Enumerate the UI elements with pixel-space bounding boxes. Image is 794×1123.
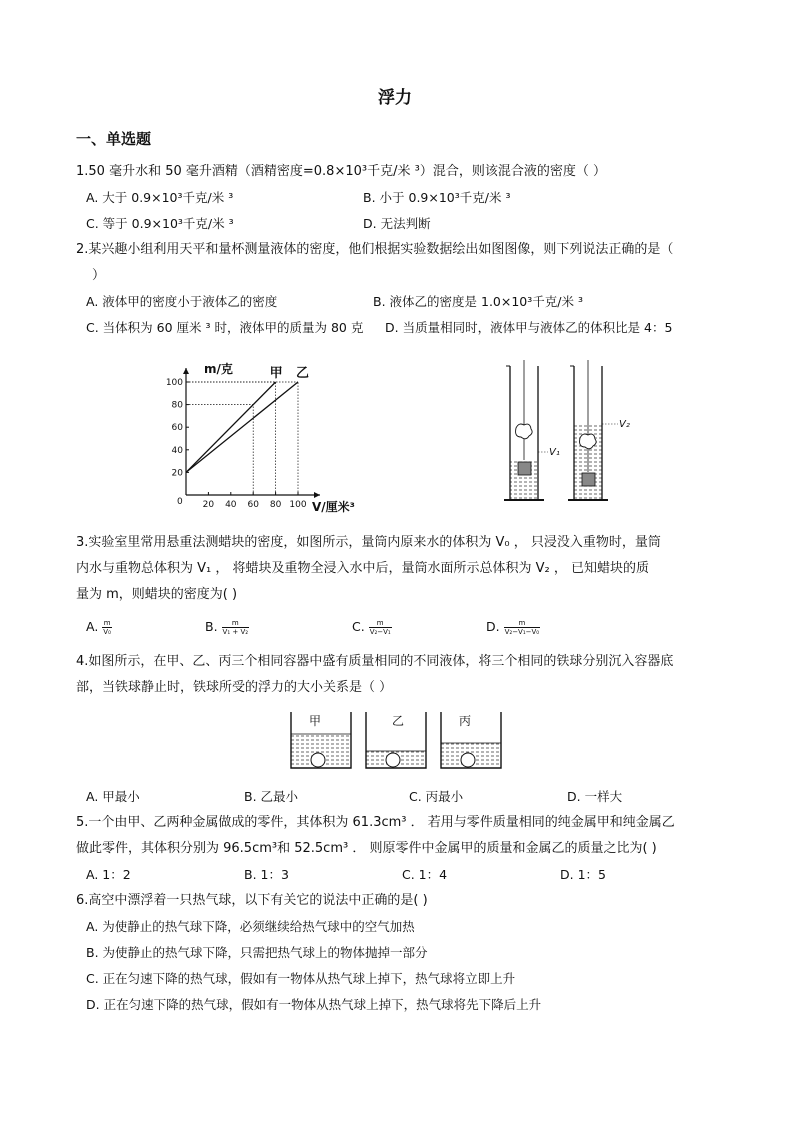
q6-option-d[interactable]: D. 正在匀速下降的热气球，假如有一物体从热气球上掉下，热气球将先下降后上升 — [86, 997, 542, 1012]
chart-ylabel: m/克 — [204, 362, 233, 376]
q1-option-c[interactable]: C. 等于 0.9×10³千克/米 ³ — [86, 216, 234, 231]
q2-option-b[interactable]: B. 液体乙的密度是 1.0×10³千克/米 ³ — [373, 294, 583, 309]
q3-option-d-den: V₂−V₁−V₀ — [504, 628, 540, 636]
q5-option-c[interactable]: C. 1：4 — [402, 867, 448, 882]
q3-option-d-prefix: D. — [486, 619, 500, 634]
q6-option-a[interactable]: A. 为使静止的热气球下降，必须继续给热气球中的空气加热 — [86, 919, 415, 934]
q5-stem-line1: 5.一个由甲、乙两种金属做成的零件，其体积为 61.3cm³ ． 若用与零件质量相同的纯金属甲和纯金属乙 — [76, 815, 675, 830]
chart-y-axis-arrow — [183, 368, 189, 374]
chart-x-tick-label: 100 — [289, 500, 307, 510]
q1-option-a[interactable]: A. 大于 0.9×10³千克/米 ³ — [86, 190, 234, 205]
container-label-bing: 丙 — [459, 714, 472, 728]
q4-option-d[interactable]: D. 一样大 — [567, 789, 623, 804]
q3-option-c-fraction — [369, 619, 392, 636]
q3-option-b[interactable] — [205, 617, 249, 637]
q6-option-b[interactable]: B. 为使静止的热气球下降，只需把热气球上的物体抛掉一部分 — [86, 945, 428, 960]
q3-option-b-fraction — [222, 619, 250, 636]
q3-stem-line1: 3.实验室里常用悬重法测蜡块的密度，如图所示，量筒内原来水的体积为 V₀ ， 只浸没入重物时，量筒 — [76, 535, 661, 550]
container-yi — [366, 712, 426, 768]
page-title: 浮力 — [378, 88, 412, 108]
chart-x-tick-label: 40 — [225, 500, 237, 510]
q2-stem-line1: 2.某兴趣小组利用天平和量杯测量液体的密度，他们根据实验数据绘出如图图像，则下列说法正确的是（ — [76, 242, 674, 257]
q1-option-b[interactable]: B. 小于 0.9×10³千克/米 ³ — [363, 190, 511, 205]
q3-option-a-prefix: A. — [86, 619, 99, 634]
chart-origin-label: 0 — [177, 497, 183, 507]
cylinder-left — [504, 360, 560, 500]
q5-option-b[interactable]: B. 1：3 — [244, 867, 289, 882]
q4-option-b[interactable]: B. 乙最小 — [244, 789, 299, 804]
q4-stem-line2: 部，当铁球静止时，铁球所受的浮力的大小关系是（ ） — [76, 680, 393, 695]
chart-y-tick-label: 20 — [171, 468, 183, 479]
q3-option-b-prefix: B. — [205, 619, 218, 634]
q6-option-c[interactable]: C. 正在匀速下降的热气球，假如有一物体从热气球上掉下，热气球将立即上升 — [86, 971, 516, 986]
label-v2: V₂ — [619, 419, 630, 430]
chart-y-tick-label: 40 — [171, 445, 183, 456]
chart-series-label-jia: 甲 — [269, 366, 283, 381]
q3-option-c[interactable] — [352, 617, 392, 637]
q5-stem-line2: 做此零件，其体积分别为 96.5cm³和 52.5cm³ ． 则原零件中金属甲的质量和金属乙的质量之比为( ) — [76, 841, 657, 856]
graduated-cylinders-figure — [494, 360, 644, 508]
chart-y-tick-label: 60 — [171, 423, 183, 434]
q1-stem: 1.50 毫升水和 50 毫升酒精（酒精密度=0.8×10³千克/米 ³）混合，则该混合液的密度（ ） — [76, 164, 606, 179]
q3-option-d-num: m — [518, 619, 526, 627]
chart-xlabel: V/厘米³ — [312, 500, 355, 514]
chart-x-tick-label: 80 — [269, 500, 282, 510]
q3-option-a-num: m — [103, 619, 111, 627]
q4-option-c[interactable]: C. 丙最小 — [409, 789, 464, 804]
q5-option-a[interactable]: A. 1：2 — [86, 867, 131, 882]
section-heading: 一、单选题 — [76, 130, 152, 148]
q6-stem: 6.高空中漂浮着一只热气球，以下有关它的说法中正确的是( ) — [76, 893, 428, 908]
q3-stem-line3: 量为 m，则蜡块的密度为( ) — [76, 587, 238, 602]
q2-option-c[interactable]: C. 当体积为 60 厘米 ³ 时，液体甲的质量为 80 克 — [86, 320, 364, 335]
container-label-yi: 乙 — [392, 714, 405, 728]
chart-series-line-yi — [186, 382, 298, 472]
q2-option-d[interactable]: D. 当质量相同时，液体甲与液体乙的体积比是 4：5 — [385, 320, 673, 335]
chart-x-axis-arrow — [314, 492, 320, 498]
q3-option-b-num: m — [231, 619, 239, 627]
label-v1: V₁ — [549, 447, 560, 458]
chart-series-line-jia — [186, 382, 276, 472]
chart-series-label-yi: 乙 — [296, 366, 310, 381]
q5-option-d[interactable]: D. 1：5 — [560, 867, 606, 882]
q3-option-c-den: V₂−V₁ — [369, 628, 391, 636]
container-jia — [291, 712, 351, 768]
q1-option-d[interactable]: D. 无法判断 — [363, 216, 431, 231]
q2-stem-line2: ） — [92, 268, 106, 283]
q3-option-b-den: V₁ + V₂ — [222, 628, 249, 636]
q3-option-c-prefix: C. — [352, 619, 365, 634]
q4-stem-line1: 4.如图所示，在甲、乙、丙三个相同容器中盛有质量相同的不同液体，将三个相同的铁球分别沉入容器底 — [76, 654, 674, 669]
q3-option-c-num: m — [376, 619, 384, 627]
container-label-jia: 甲 — [309, 714, 322, 728]
chart-x-tick-label: 60 — [247, 500, 259, 510]
chart-y-tick-label: 100 — [165, 378, 183, 388]
q3-option-d-fraction — [504, 619, 541, 636]
three-containers-figure — [286, 710, 506, 772]
chart-x-tick-label: 20 — [202, 500, 215, 510]
q2-mass-volume-chart — [165, 355, 378, 520]
container-bing — [441, 712, 501, 768]
chart-y-tick-label: 80 — [171, 400, 183, 411]
q3-option-a-fraction — [102, 619, 112, 636]
q3-option-a-den: V₀ — [103, 628, 111, 636]
q2-option-a[interactable]: A. 液体甲的密度小于液体乙的密度 — [86, 294, 278, 309]
q3-stem-line2: 内水与重物总体积为 V₁ ， 将蜡块及重物全浸入水中后，量筒水面所示总体积为 V₂ ， 已知蜡块的质 — [76, 561, 650, 576]
q3-option-a[interactable] — [86, 617, 112, 637]
cylinder-right — [568, 360, 630, 500]
q3-option-d[interactable] — [486, 617, 540, 637]
q4-option-a[interactable]: A. 甲最小 — [86, 789, 140, 804]
